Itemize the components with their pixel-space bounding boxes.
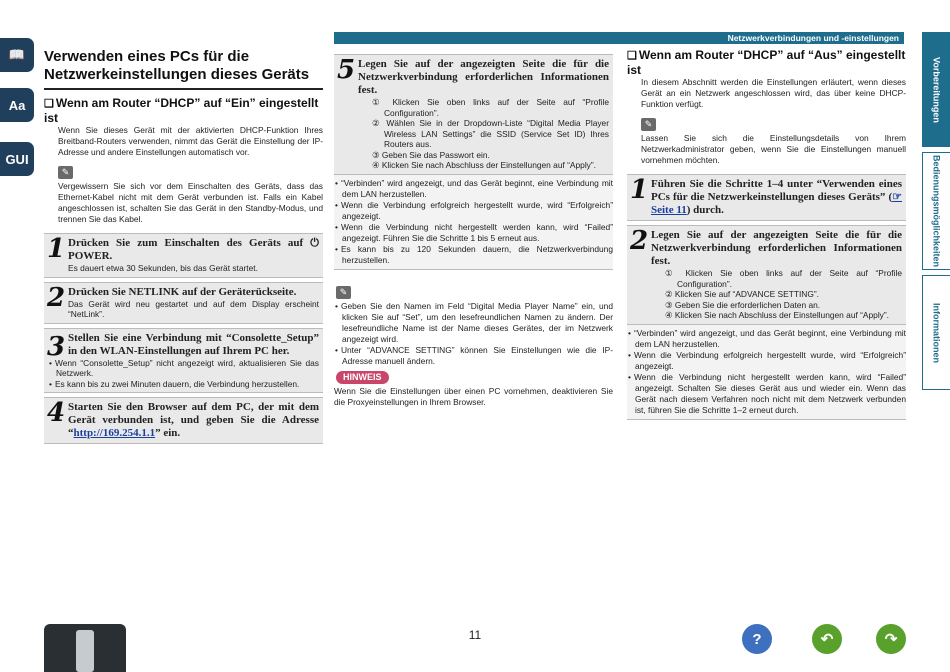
result-bullet: • “Verbinden” wird angezeigt, und das Gerät beginnt, eine Verbindung mit dem LAN herzustellen. xyxy=(334,178,613,200)
step-2-item: ① Klicken Sie oben links auf der Seite auf “Profile Configuration”. xyxy=(665,268,902,289)
result-bullet: • Wenn die Verbindung nicht hergestellt werden kann, wird “Failed” angezeigt. Schalten Sie dieses Gerät aus und wieder ein. Wenn das Gerät nach diesem Verfahren noch nicht mit dem Netzwerk verbunden ist, führen Sie die Schritte 1–2 erneut durch. xyxy=(627,372,906,416)
column-middle xyxy=(334,50,613,408)
step-2-item: ③ Geben Sie die erforderlichen Daten an. xyxy=(665,299,821,310)
note-icon: ✎ xyxy=(336,286,351,299)
note-icon: ✎ xyxy=(58,166,73,179)
gui-icon[interactable]: GUI xyxy=(0,142,34,176)
hinweis-badge: HINWEIS xyxy=(336,371,389,384)
dhcp-on-intro: Wenn Sie dieses Gerät mit der aktivierten DHCP-Funktion Ihres Breitband-Routers verwenden, nimmt das Gerät die Einstellung der IP-Adresse und andere Einstellungen automatisch vor. xyxy=(58,125,323,157)
step-1-text: Es dauert etwa 30 Sekunden, bis das Gerät startet. xyxy=(68,263,258,273)
question-icon: ? xyxy=(752,630,762,648)
step-1-title: Führen Sie die Schritte 1–4 unter “Verwenden eines PCs für die Netzwerkeinstellungen dieses Geräts” (☞Seite 11) durch. xyxy=(651,178,902,216)
result-bullet: • Wenn die Verbindung erfolgreich hergestellt wurde, wird “Erfolgreich” angezeigt. xyxy=(627,350,906,372)
step-3-bullet: • Es kann bis zu zwei Minuten dauern, die Verbindung herzustellen. xyxy=(48,379,319,390)
page-reference-link[interactable]: ☞Seite 11 xyxy=(651,191,902,216)
step-2-title: Drücken Sie NETLINK auf der Geräterückseite. xyxy=(68,285,297,298)
step-2-text: Das Gerät wird neu gestartet und auf dem Display erscheint “NetLink”. xyxy=(68,298,319,319)
column-right xyxy=(627,46,906,420)
forward-arrow-icon: ↷ xyxy=(884,631,898,648)
back-arrow-icon: ↶ xyxy=(820,631,834,648)
step-5-item: ③ Geben Sie das Passwort ein. xyxy=(372,149,490,160)
page-number: 11 xyxy=(468,628,482,642)
step-1: 1 Führen Sie die Schritte 1–4 unter “Verwenden eines PCs für die Netzwerkeinstellungen dieses Geräts” (☞Seite 11) durch. xyxy=(627,174,906,221)
dhcp-off-note: Lassen Sie sich die Einstellungsdetails von Ihrem Netzwerkadministrator geben, wenn Sie die Einstellungen manuell vornehmen möchten. xyxy=(641,133,906,165)
column-left xyxy=(44,48,323,444)
ip-address-link[interactable]: http://169.254.1.1 xyxy=(73,427,156,439)
dhcp-off-heading: ❑ Wenn am Router “DHCP” auf “Aus” eingestellt ist xyxy=(627,48,906,77)
result-bullet: • Es kann bis zu 120 Sekunden dauern, die Netzwerkverbindung herzustellen. xyxy=(334,244,613,266)
step-3-bullet: • Wenn “Consolette_Setup” nicht angezeigt wird, aktualisieren Sie das Netzwerk. xyxy=(48,358,319,379)
dhcp-on-heading: ❑ Wenn am Router “DHCP” auf “Ein” eingestellt ist xyxy=(44,96,319,125)
help-button[interactable] xyxy=(742,624,772,654)
forward-button[interactable] xyxy=(876,624,906,654)
step-2: 2 Drücken Sie NETLINK auf der Geräterückseite. Das Gerät wird neu gestartet und auf dem Display erscheint “NetLink”. xyxy=(44,282,323,324)
result-bullet: • “Verbinden” wird angezeigt, und das Gerät beginnt, eine Verbindung mit dem LAN herzustellen. xyxy=(627,328,906,350)
dhcp-on-note: Vergewissern Sie sich vor dem Einschalten des Geräts, dass das Ethernet-Kabel nicht mit dem Gerät verbunden ist. Falls ein Kabel angeschlossen ist, schalten Sie das Gerät in den Standby-Modus, und trennen Sie das Kabel. xyxy=(58,181,323,224)
dhcp-off-intro: In diesem Abschnitt werden die Einstellungen erläutert, wenn dieses Gerät an ein Netzwerk angeschlossen wird, das über keine DHCP-Funktion verfügt. xyxy=(641,77,906,109)
step-3: 3 Stellen Sie eine Verbindung mit “Consolette_Setup” in den WLAN-Einstellungen auf Ihrem PC her. • Wenn “Consolette_Setup” nicht angezeigt wird, aktualisieren Sie das Netzwerk. • Es kann bis zu zwei Minuten dauern, die Verbindung herzustellen. xyxy=(44,328,323,394)
step-2: 2 Legen Sie auf der angezeigten Seite die für die Netzwerkverbindung erforderlichen Informationen fest. ① Klicken Sie oben links auf der Seite auf “Profile Configuration”. ② Klicken Sie auf “ADVANCE SETTING”. ③ Geben Sie die erforderlichen Daten an. ④ Klicken Sie nach Abschluss der Einstellungen auf “Apply”. xyxy=(627,225,906,325)
step-5-results xyxy=(334,175,613,270)
step-3-title: Stellen Sie eine Verbindung mit “Consolette_Setup” in den WLAN-Einstellungen auf Ihrem PC her. xyxy=(68,331,319,357)
step-5-item: ① Klicken Sie oben links auf der Seite auf “Profile Configuration”. xyxy=(372,97,609,118)
tab-informationen[interactable]: Informationen xyxy=(922,275,950,390)
glossary-icon[interactable]: Aa xyxy=(0,88,34,122)
step-5-item: ④ Klicken Sie nach Abschluss der Einstellungen auf “Apply”. xyxy=(372,160,596,170)
note-bullet: • Unter “ADVANCE SETTING” können Sie Einstellungen wie die IP-Adresse manuell ändern. xyxy=(334,345,613,367)
result-bullet: • Wenn die Verbindung nicht hergestellt werden kann, wird “Failed” angezeigt. Führen Sie die Schritte 1 bis 5 erneut aus. xyxy=(334,222,613,244)
tab-vorbereitungen[interactable]: Vorbereitungen xyxy=(922,32,950,147)
result-bullet: • Wenn die Verbindung erfolgreich hergestellt wurde, wird “Erfolgreich” angezeigt. xyxy=(334,200,613,222)
step-4: 4 Starten Sie den Browser auf dem PC, der mit dem Gerät verbunden ist, und geben Sie die Adresse “http://169.254.1.1” ein. xyxy=(44,397,323,444)
book-icon[interactable]: 📖 xyxy=(0,38,34,72)
hinweis-text: Wenn Sie die Einstellungen über einen PC vornehmen, deaktivieren Sie die Proxyeinstellungen in Ihrem Browser. xyxy=(334,385,613,407)
step-5-item: ② Wählen Sie in der Dropdown-Liste “Digital Media Player Wireless LAN Settings” die SSID (Service Set ID) Ihres Routers aus. xyxy=(372,118,609,149)
note-bullet: • Geben Sie den Namen im Feld “Digital Media Player Name” ein, und klicken Sie auf “Set”, um den lesefreundlichen Namen zu ändern. Der lesefreundliche Name ist der Name dieses Gerätes, der im Netzwerk angezeigt wird. xyxy=(334,301,613,345)
note-icon: ✎ xyxy=(641,118,656,131)
page-title: Verwenden eines PCs für die Netzwerkeinstellungen dieses Geräts xyxy=(44,48,323,90)
step-5: 5 Legen Sie auf der angezeigten Seite die für die Netzwerkverbindung erforderlichen Informationen fest. ① Klicken Sie oben links auf der Seite auf “Profile Configuration”. ② Wählen Sie in der Dropdown-Liste “Digital Media Player Wireless LAN Settings” die SSID (Service Set ID) Ihres Routers aus. ③ Geben Sie das Passwort ein. ④ Klicken Sie nach Abschluss der Einstellungen auf “Apply”. xyxy=(334,54,613,175)
step-2-item: ② Klicken Sie auf “ADVANCE SETTING”. xyxy=(665,289,819,299)
remote-control-icon[interactable] xyxy=(44,624,126,672)
step-5-title: Legen Sie auf der angezeigten Seite die für die Netzwerkverbindung erforderlichen Informationen fest. xyxy=(358,58,609,96)
step-2-item: ④ Klicken Sie nach Abschluss der Einstellungen auf “Apply”. xyxy=(665,310,889,320)
step-4-title: Starten Sie den Browser auf dem PC, der mit dem Gerät verbunden ist, und geben Sie die Adresse “http://169.254.1.1” ein. xyxy=(68,401,319,439)
step-1-title: Drücken Sie zum Einschalten des Geräts auf ⏻ POWER. xyxy=(68,237,319,262)
step-1: 1 Drücken Sie zum Einschalten des Geräts auf ⏻ POWER. Es dauert etwa 30 Sekunden, bis das Gerät startet. xyxy=(44,233,323,278)
tab-bedienungsmoeglichkeiten[interactable]: Bedienungsmöglichkeiten xyxy=(922,152,950,270)
section-header: Netzwerkverbindungen und -einstellungen xyxy=(334,32,904,44)
step-2-results xyxy=(627,325,906,420)
back-button[interactable] xyxy=(812,624,842,654)
step-2-title: Legen Sie auf der angezeigten Seite die für die Netzwerkverbindung erforderlichen Informationen fest. xyxy=(651,229,902,267)
